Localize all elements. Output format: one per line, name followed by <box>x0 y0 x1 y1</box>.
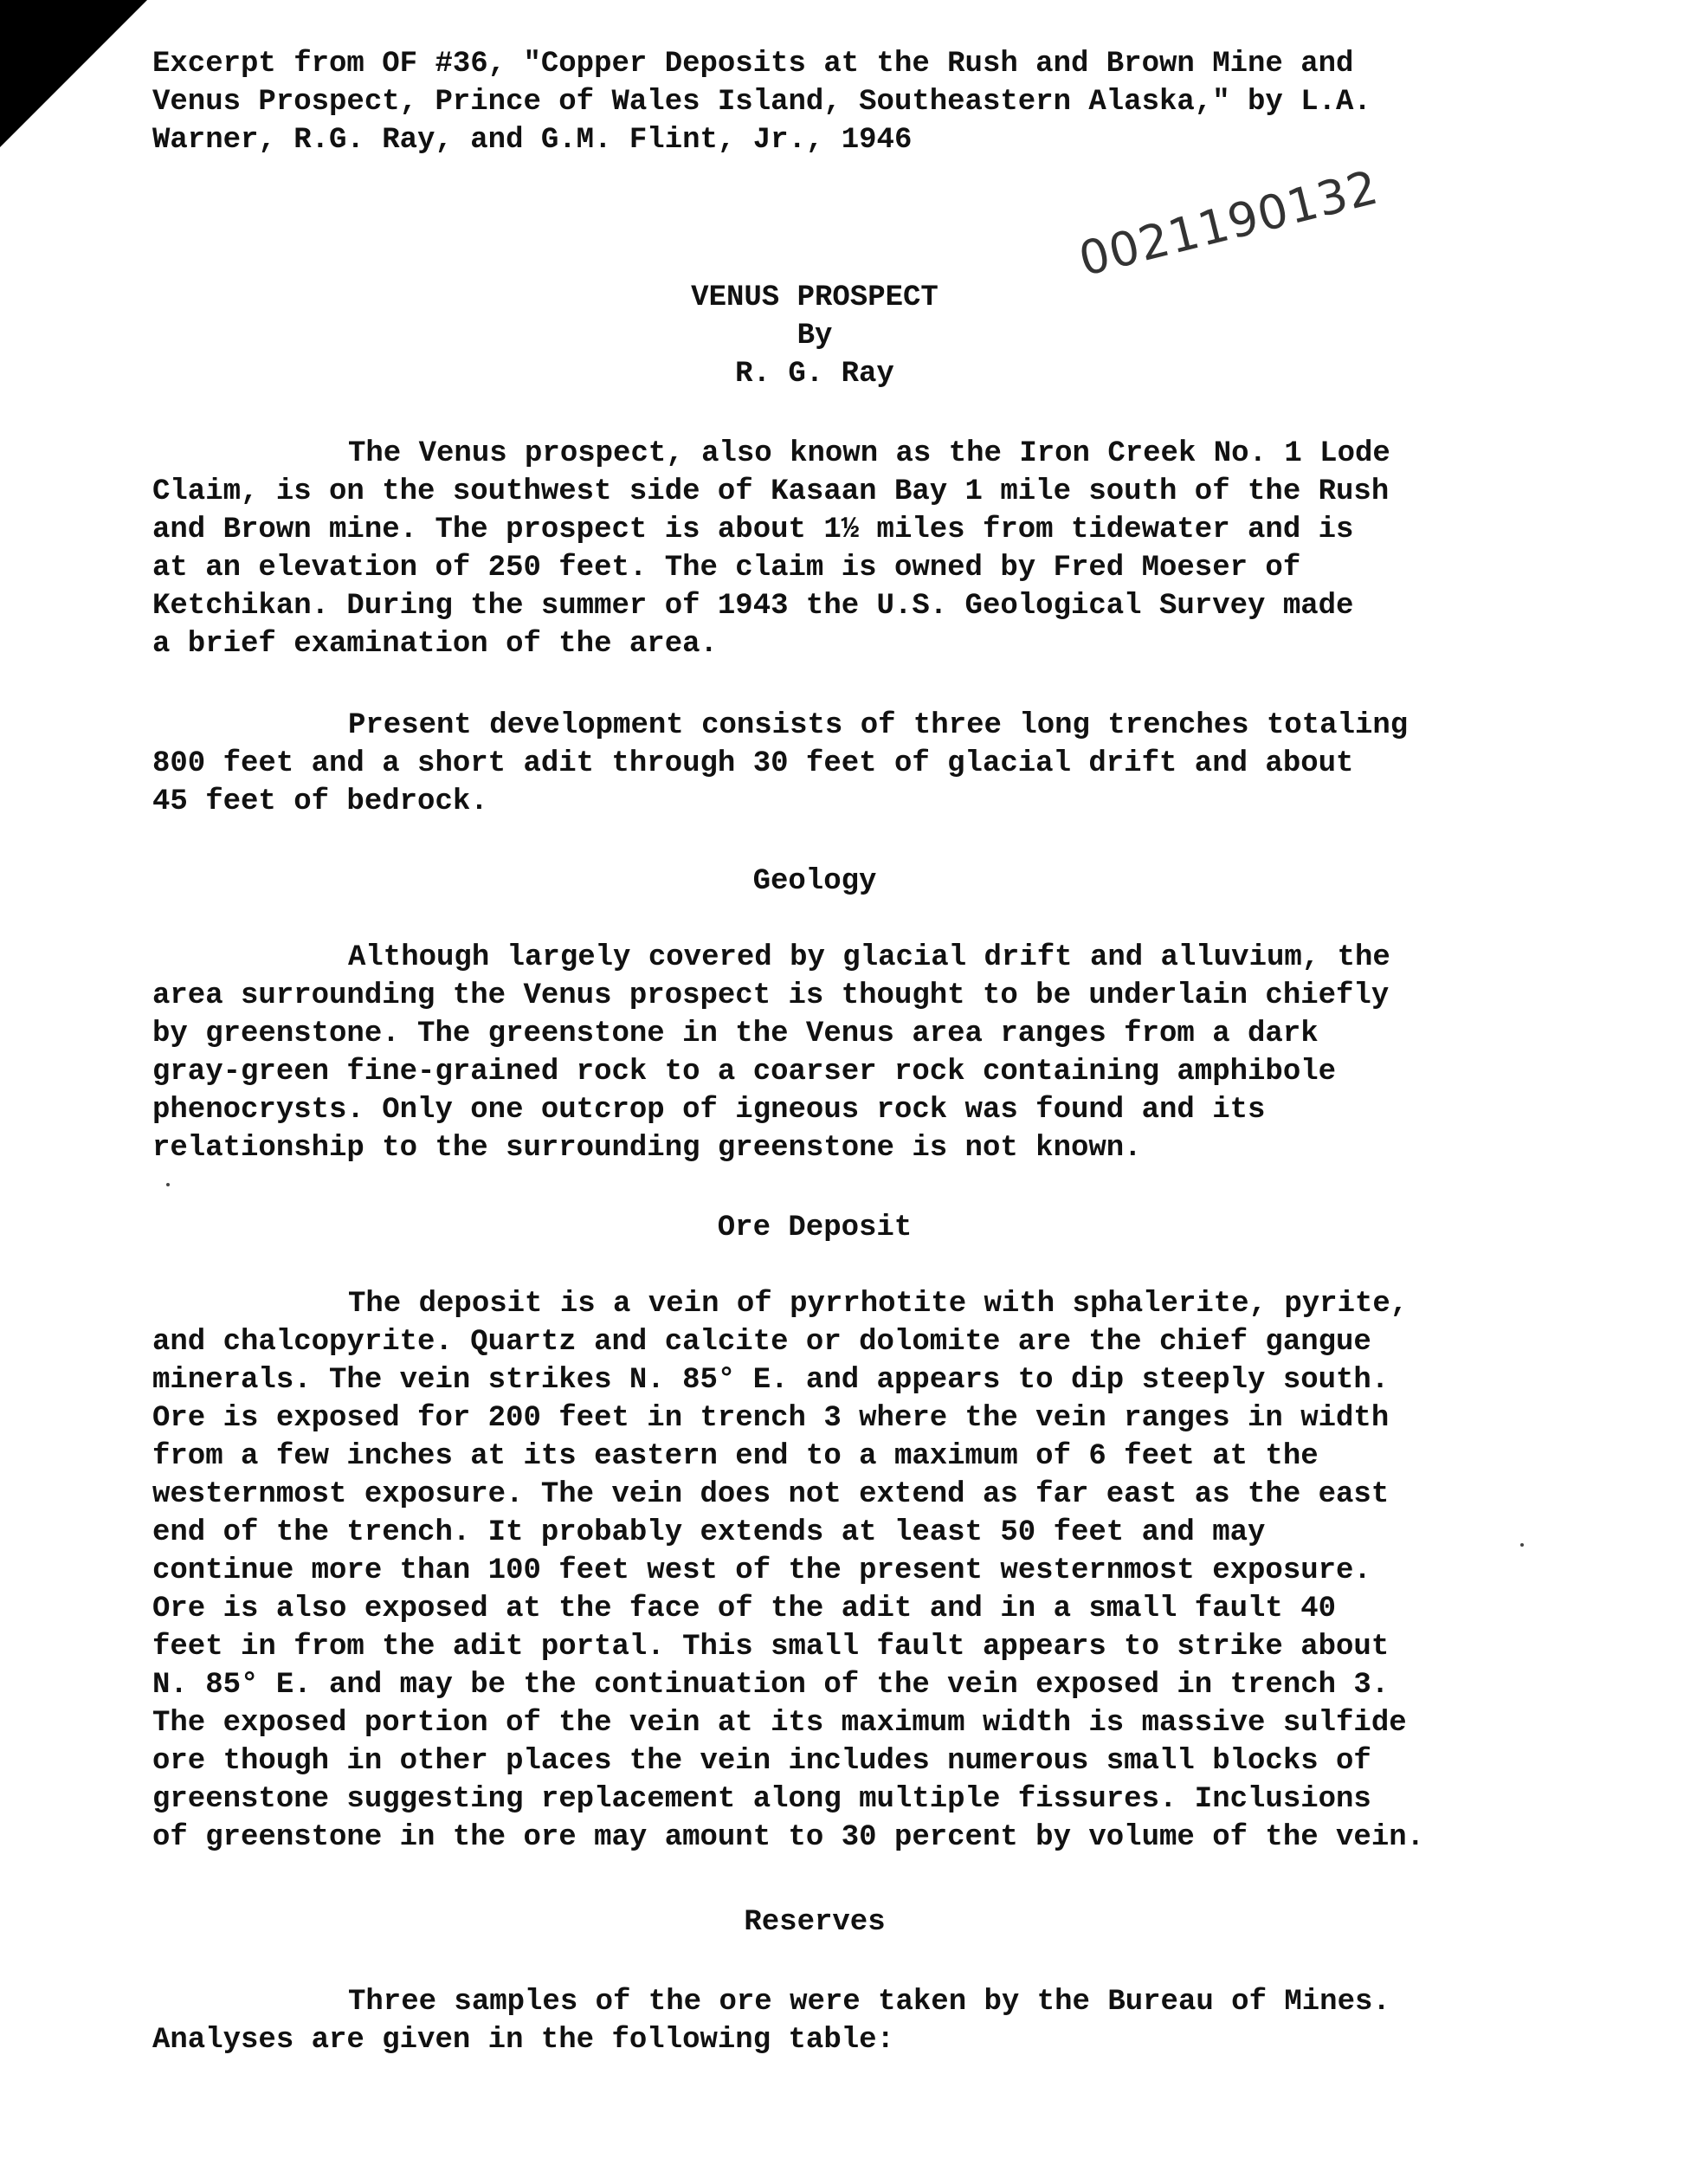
text-line: Present development consists of three long trenches totaling <box>348 709 1409 742</box>
text-line: gray-green fine-grained rock to a coarser rock containing amphibole <box>152 1056 1337 1089</box>
text-line: The exposed portion of the vein at its maximum width is massive sulfide <box>152 1707 1407 1740</box>
document-title: VENUS PROSPECT <box>691 281 939 314</box>
text-line: a brief examination of the area. <box>152 628 718 661</box>
heading-text: Ore Deposit <box>717 1212 913 1244</box>
ore-deposit-paragraph <box>152 1285 1572 1857</box>
text-line: phenocrysts. Only one outcrop of igneous rock was found and its <box>152 1094 1266 1127</box>
section-heading-ore-deposit <box>0 1209 1690 1247</box>
byline-author: R. G. Ray <box>735 358 894 391</box>
text-line: feet in from the adit portal. This small fault appears to strike about <box>152 1631 1390 1664</box>
header-line: Warner, R.G. Ray, and G.M. Flint, Jr., 1946 <box>152 124 913 157</box>
section-heading-geology <box>0 863 1690 901</box>
text-line: westernmost exposure. The vein does not extend as far east as the east <box>152 1478 1390 1511</box>
text-line: Ore is exposed for 200 feet in trench 3 where the vein ranges in width <box>152 1402 1390 1435</box>
text-line: The Venus prospect, also known as the Iron Creek No. 1 Lode <box>348 437 1390 470</box>
text-line: 45 feet of bedrock. <box>152 785 488 818</box>
title-block <box>0 279 1690 393</box>
text-line: greenstone suggesting replacement along multiple fissures. Inclusions <box>152 1783 1371 1816</box>
text-line: Ore is also exposed at the face of the adit and in a small fault 40 <box>152 1593 1337 1625</box>
excerpt-header <box>152 45 1538 159</box>
text-line: from a few inches at its eastern end to a maximum of 6 feet at the <box>152 1440 1319 1473</box>
text-line: Ketchikan. During the summer of 1943 the U.S. Geological Survey made <box>152 590 1354 623</box>
text-line: Although largely covered by glacial drift and alluvium, the <box>348 941 1390 974</box>
text-line: relationship to the surrounding greenstone is not known. <box>152 1132 1142 1165</box>
scan-corner-mark <box>0 0 147 147</box>
text-line: 800 feet and a short adit through 30 feet of glacial drift and about <box>152 747 1354 780</box>
text-line: N. 85° E. and may be the continuation of the vein exposed in trench 3. <box>152 1669 1390 1702</box>
intro-paragraph-2 <box>152 707 1572 821</box>
text-line: continue more than 100 feet west of the present westernmost exposure. <box>152 1554 1371 1587</box>
text-line: by greenstone. The greenstone in the Venus area ranges from a dark <box>152 1018 1319 1050</box>
text-line: minerals. The vein strikes N. 85° E. and appears to dip steeply south. <box>152 1364 1390 1397</box>
text-line: of greenstone in the ore may amount to 30 percent by volume of the vein. <box>152 1821 1425 1854</box>
handwritten-document-number: 0021190132 <box>1074 159 1384 288</box>
intro-paragraph-1 <box>152 435 1572 663</box>
header-line: Excerpt from OF #36, "Copper Deposits at the Rush and Brown Mine and <box>152 48 1354 81</box>
text-line: ore though in other places the vein includes numerous small blocks of <box>152 1745 1371 1778</box>
byline-by: By <box>797 320 833 352</box>
section-heading-reserves <box>0 1903 1690 1942</box>
text-line: Claim, is on the southwest side of Kasaan Bay 1 mile south of the Rush <box>152 475 1390 508</box>
header-line: Venus Prospect, Prince of Wales Island, Southeastern Alaska," by L.A. <box>152 86 1371 119</box>
text-line: area surrounding the Venus prospect is thought to be underlain chiefly <box>152 979 1390 1012</box>
text-line: and chalcopyrite. Quartz and calcite or dolomite are the chief gangue <box>152 1326 1371 1359</box>
geology-paragraph <box>152 939 1572 1167</box>
scan-speck <box>166 1183 170 1186</box>
heading-text: Geology <box>752 865 877 898</box>
text-line: and Brown mine. The prospect is about 1½ miles from tidewater and is <box>152 514 1354 546</box>
text-line: at an elevation of 250 feet. The claim is owned by Fred Moeser of <box>152 552 1301 585</box>
text-line: Analyses are given in the following table: <box>152 2024 894 2057</box>
heading-text: Reserves <box>744 1906 886 1939</box>
scan-speck <box>1520 1543 1524 1547</box>
text-line: Three samples of the ore were taken by the Bureau of Mines. <box>348 1986 1390 2019</box>
reserves-paragraph <box>152 1983 1572 2059</box>
text-line: The deposit is a vein of pyrrhotite with sphalerite, pyrite, <box>348 1288 1409 1321</box>
text-line: end of the trench. It probably extends at least 50 feet and may <box>152 1516 1266 1549</box>
